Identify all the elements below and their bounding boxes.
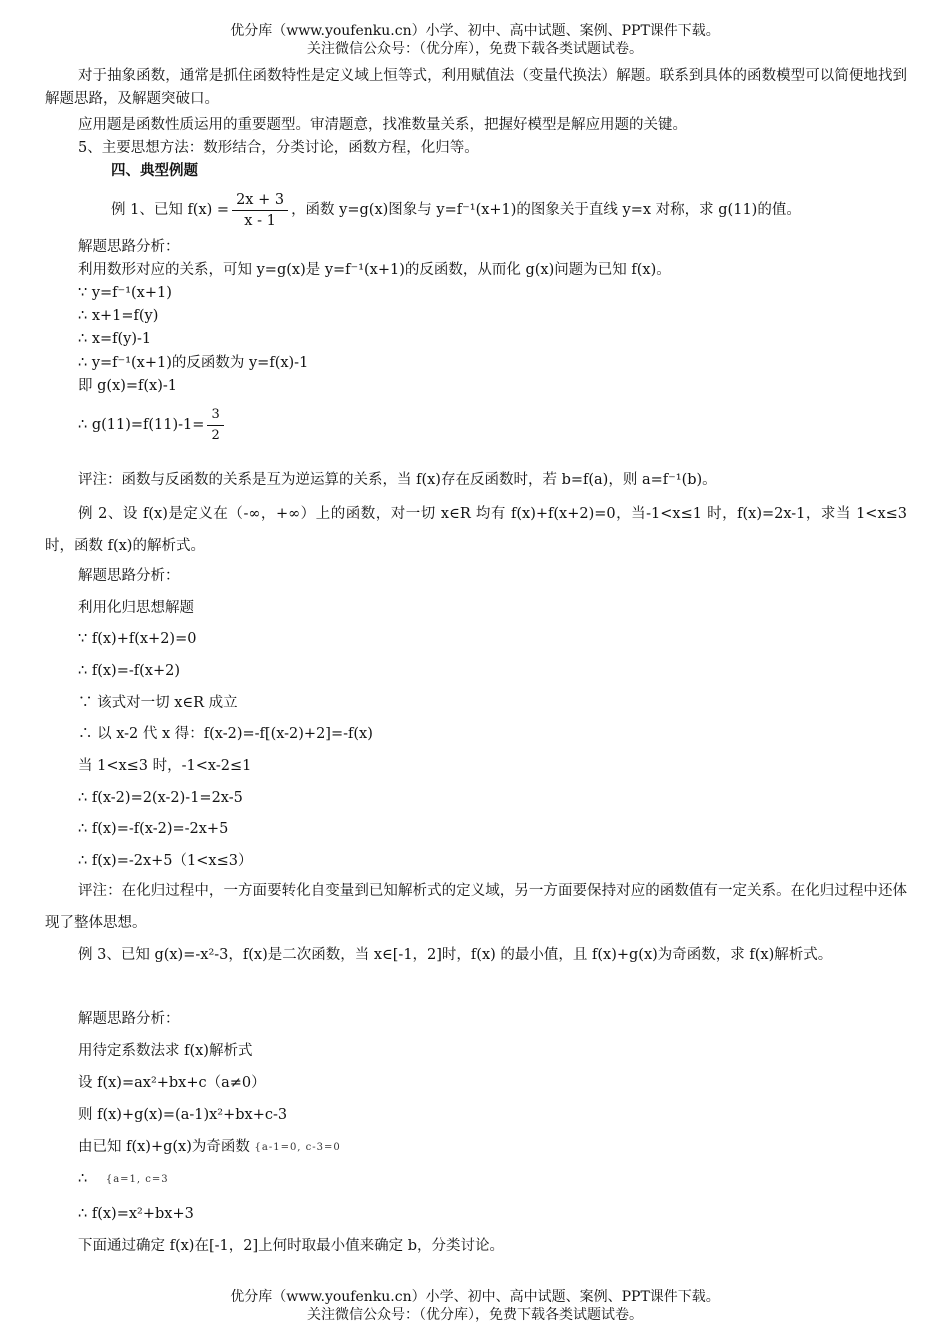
- ex1-line-6: 即 g(x)=f(x)-1: [78, 378, 178, 394]
- ex2-line-3: ∴ f(x)=-f(x+2): [78, 663, 180, 679]
- ex1-result-numerator: 3: [207, 405, 223, 426]
- ex3-system-1: {a-1=0, c-3=0: [254, 1141, 341, 1153]
- ex1-result-denominator: 2: [211, 427, 220, 443]
- page-footer: [0, 1288, 950, 1324]
- ex3-line-4: [78, 1137, 341, 1157]
- header-line-1: 优分库（www.youfenku.cn）小学、初中、高中试题、案例、PPT课件下载。: [230, 23, 720, 39]
- ex1-comment: 评注：函数与反函数的关系是互为逆运算的关系，当 f(x)存在反函数时，若 b=f(a)，则 a=f⁻¹(b)。: [78, 472, 717, 488]
- ex2-line-9: ∴ f(x)=-2x+5（1<x≤3）: [78, 853, 253, 869]
- intro-paragraph-1: 对于抽象函数，通常是抓住函数特性是定义域上恒等式，利用赋值法（变量代换法）解题。联系到具体的函数模型可以简便地找到解题思路，及解题突破口。: [45, 68, 907, 107]
- example-1-statement: [111, 188, 801, 232]
- ex3-line-1: 用待定系数法求 f(x)解析式: [78, 1043, 253, 1059]
- ex1-line-1: 利用数形对应的关系，可知 y=g(x)是 y=f⁻¹(x+1)的反函数，从而化 g(x)问题为已知 f(x)。: [78, 262, 671, 278]
- footer-line-2: 关注微信公众号：（优分库），免费下载各类试题试卷。: [307, 1307, 643, 1323]
- ex1-line-4: ∴ x=f(y)-1: [78, 331, 152, 347]
- ex3-line-2: 设 f(x)=ax²+bx+c（a≠0）: [78, 1075, 266, 1091]
- ex1-line-7: [78, 403, 227, 447]
- ex1-prefix: 例 1、已知 f(x) =: [111, 202, 230, 218]
- ex2-line-2: ∵ f(x)+f(x+2)=0: [78, 631, 197, 647]
- ex3-analysis-label: 解题思路分析：: [78, 1011, 180, 1027]
- ex1-line-2: ∵ y=f⁻¹(x+1): [78, 285, 172, 301]
- ex2-line-7: ∴ f(x-2)=2(x-2)-1=2x-5: [78, 790, 243, 806]
- ex1-line-3: ∴ x+1=f(y): [78, 308, 159, 324]
- ex3-line-3: 则 f(x)+g(x)=(a-1)x²+bx+c-3: [78, 1107, 288, 1123]
- ex2-analysis-label: 解题思路分析：: [78, 568, 180, 584]
- ex2-line-8: ∴ f(x)=-f(x-2)=-2x+5: [78, 821, 229, 837]
- ex2-line-1: 利用化归思想解题: [78, 600, 194, 616]
- page-header: [0, 22, 950, 58]
- ex2-line-5: ∴ 以 x-2 代 x 得：f(x-2)=-f[(x-2)+2]=-f(x): [78, 726, 373, 742]
- ex3-line-4-text: 由已知 f(x)+g(x)为奇函数: [78, 1139, 250, 1155]
- intro-paragraph-3: 5、主要思想方法：数形结合，分类讨论，函数方程，化归等。: [78, 140, 479, 156]
- ex1-fraction-numerator: 2x + 3: [232, 190, 288, 211]
- ex2-line-6: 当 1<x≤3 时，-1<x-2≤1: [78, 758, 252, 774]
- ex1-line-5: ∴ y=f⁻¹(x+1)的反函数为 y=f(x)-1: [78, 355, 309, 371]
- ex3-line-5-text: ∴: [78, 1171, 88, 1187]
- ex2-comment: 评注：在化归过程中，一方面要转化自变量到已知解析式的定义域，另一方面要保持对应的函数值有一定关系。在化归过程中还体现了整体思想。: [45, 883, 907, 931]
- header-line-2: 关注微信公众号：（优分库），免费下载各类试题试卷。: [307, 41, 643, 57]
- ex1-suffix: ，函数 y=g(x)图象与 y=f⁻¹(x+1)的图象关于直线 y=x 对称，求 g(11)的值。: [291, 202, 801, 218]
- example-2-statement: 例 2、设 f(x)是定义在（-∞，+∞）上的函数，对一切 x∈R 均有 f(x)+f(x+2)=0，当-1<x≤1 时，f(x)=2x-1，求当 1<x≤3 时，函数 f(x)的解析式。: [45, 506, 907, 554]
- ex1-fraction: [232, 190, 288, 231]
- ex1-analysis-label: 解题思路分析：: [78, 239, 180, 255]
- ex1-result-fraction: [207, 405, 223, 446]
- ex1-fraction-denominator: x - 1: [244, 212, 276, 229]
- section-title: 四、典型例题: [111, 163, 198, 179]
- ex3-system-2: {a=1, c=3: [105, 1173, 169, 1185]
- intro-paragraph-2: 应用题是函数性质运用的重要题型。审清题意，找准数量关系，把握好模型是解应用题的关键。: [78, 117, 687, 133]
- ex3-line-6: ∴ f(x)=x²+bx+3: [78, 1206, 194, 1222]
- footer-line-1: 优分库（www.youfenku.cn）小学、初中、高中试题、案例、PPT课件下载。: [230, 1289, 720, 1305]
- example-3-statement: 例 3、已知 g(x)=-x²-3，f(x)是二次函数，当 x∈[-1，2]时，f(x) 的最小值，且 f(x)+g(x)为奇函数，求 f(x)解析式。: [78, 947, 833, 963]
- ex3-line-5: [78, 1169, 169, 1189]
- ex2-line-4: ∵ 该式对一切 x∈R 成立: [78, 695, 238, 711]
- ex3-line-7: 下面通过确定 f(x)在[-1，2]上何时取最小值来确定 b，分类讨论。: [78, 1238, 505, 1254]
- ex1-line-7-prefix: ∴ g(11)=f(11)-1=: [78, 417, 205, 433]
